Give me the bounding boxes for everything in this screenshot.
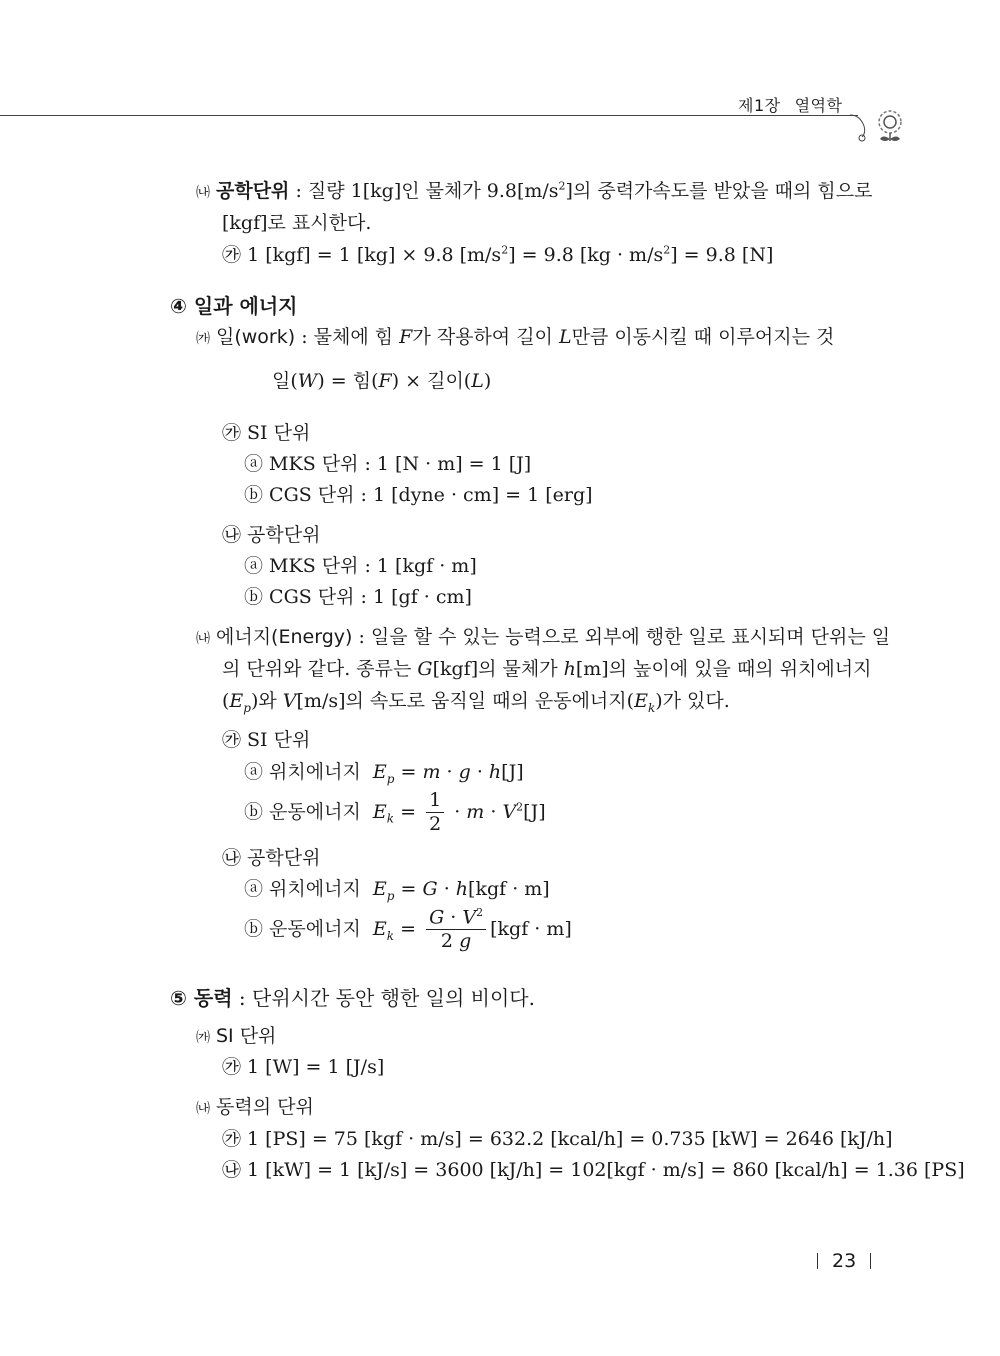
work-eng-mks: ⓐ MKS 단위 : 1 [kgf · m]: [244, 555, 477, 577]
chapter-number: 제1장: [738, 96, 781, 115]
work-si-mks: ⓐ MKS 단위 : 1 [N · m] = 1 [J]: [244, 453, 532, 475]
header-ornament: [850, 108, 910, 148]
section-heading-5: ⑤ 동력 : 단위시간 동안 행한 일의 비이다.: [170, 986, 535, 1010]
work-si-cgs: ⓑ CGS 단위 : 1 [dyne · cm] = 1 [erg]: [244, 484, 593, 506]
power-units-title: ㈏ 동력의 단위: [196, 1096, 314, 1118]
fraction: $\frac{1}{2}$: [426, 790, 444, 836]
page-number-bar-left: [817, 1253, 818, 1269]
page-number: 23: [803, 1250, 885, 1272]
power-si-eq: ㉮ 1 [W] = 1 [J/s]: [222, 1056, 385, 1078]
energy-line2: 의 단위와 같다. 종류는 G[kgf]의 물체가 h[m]의 높이에 있을 때의 위치에너지: [222, 658, 872, 680]
energy-eng-kinetic: ⓑ 운동에너지 $E_k$ = $\frac{G \cdot V^2}{2 g}$ [kgf · m]: [244, 906, 572, 953]
fraction: $\frac{G \cdot V^2}{2 g}$: [426, 907, 486, 953]
work-eng-title: ㉯ 공학단위: [222, 524, 321, 546]
energy-line1: ㈏ 에너지(Energy) : 일을 할 수 있는 능력으로 외부에 행한 일로 표시되며 단위는 일: [196, 626, 891, 648]
item-marker: ㈏: [196, 185, 210, 201]
engineering-unit-line1: ㈏ 공학단위 : 질량 1[kg]인 물체가 $9.8[m/s^2]$의 중력가속도를 받았을 때의 힘으로: [196, 179, 873, 202]
chapter-title: 열역학: [794, 96, 843, 115]
work-si-title: ㉮ SI 단위: [222, 422, 311, 444]
engineering-unit-line2: [kgf]로 표시한다.: [222, 212, 372, 234]
energy-line3: $(E_p)$와 V[m/s]의 속도로 움직일 때의 운동에너지$(E_k)$가 있다.: [222, 690, 730, 715]
page-number-bar-right: [870, 1253, 871, 1269]
power-units-eq2: ㉯ 1 [kW] = 1 [kJ/s] = 3600 [kJ/h] = 102[kgf · m/s] = 860 [kcal/h] = 1.36 [PS]: [222, 1159, 965, 1181]
energy-eng-potential: ⓐ 위치에너지 $E_p = G \cdot h[kgf \cdot m]$: [244, 878, 550, 903]
term: 공학단위: [216, 180, 290, 202]
work-eng-cgs: ⓑ CGS 단위 : 1 [gf · cm]: [244, 586, 472, 608]
engineering-unit-equation: ㉮ 1 [kgf] = 1 [kg] × 9.8 $[m/s^2] = 9.8$ $[kg \cdot m/s^2] = 9.8$ [N]: [222, 243, 774, 266]
section-heading-4: ④ 일과 에너지: [170, 294, 298, 318]
flower-icon: [879, 111, 901, 141]
power-units-eq1: ㉮ 1 [PS] = 75 [kgf · m/s] = 632.2 [kcal/h] = 0.735 [kW] = 2646 [kJ/h]: [222, 1128, 893, 1150]
energy-si-kinetic: ⓑ 운동에너지 $E_k$ = $\frac{1}{2}$ · $m \cdot V^2[J]$: [244, 789, 546, 835]
work-definition: ㈎ 일(work) : 물체에 힘 F가 작용하여 길이 L만큼 이동시킬 때 이루어지는 것: [196, 326, 835, 348]
work-formula: 일(W) = 힘(F) × 길이(L): [272, 370, 492, 392]
energy-si-title: ㉮ SI 단위: [222, 729, 311, 751]
running-header: [738, 93, 842, 116]
energy-eng-title: ㉯ 공학단위: [222, 847, 321, 869]
energy-si-potential: ⓐ 위치에너지 $E_p = m \cdot g \cdot h[J]$: [244, 761, 524, 786]
ring-icon: [859, 135, 865, 141]
power-si-title: ㈎ SI 단위: [196, 1025, 277, 1047]
header-rule: [0, 115, 858, 116]
